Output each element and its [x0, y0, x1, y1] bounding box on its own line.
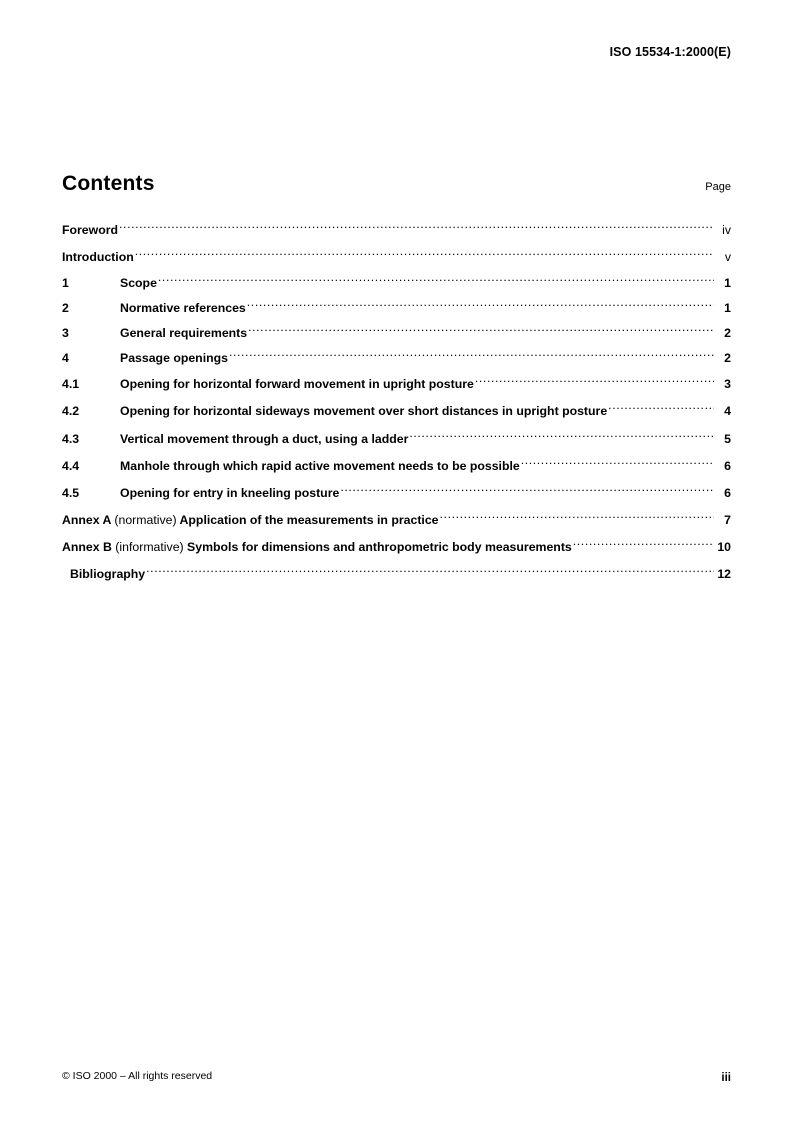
- toc-number: 2: [62, 300, 69, 315]
- toc-entry-4-1[interactable]: [62, 370, 731, 397]
- toc-label: Passage openings: [120, 350, 228, 365]
- toc-number: 4.5: [62, 485, 80, 500]
- toc-number: 4.1: [62, 377, 80, 392]
- toc-label: Foreword: [62, 222, 119, 237]
- toc-page-number: 10: [717, 540, 731, 555]
- toc-leader-dots: [340, 485, 714, 497]
- toc-leader-dots: [119, 222, 714, 234]
- toc-number: 3: [62, 325, 69, 340]
- toc-entry-general-requirements[interactable]: [62, 320, 731, 345]
- toc-label: Vertical movement through a duct, using a ladder: [120, 431, 409, 446]
- toc-label: Opening for horizontal forward movement in upright posture: [120, 377, 474, 392]
- toc-leader-dots: [573, 539, 714, 551]
- toc-leader-dots: [135, 249, 714, 261]
- toc-entry-annex-a[interactable]: [62, 506, 731, 533]
- toc-number: 1: [62, 275, 69, 290]
- toc-leader-dots: [475, 376, 714, 388]
- toc-number: 4.2: [62, 404, 80, 419]
- toc-number: 4.3: [62, 431, 80, 446]
- toc-leader-dots: [409, 430, 714, 442]
- toc-annex-kind: (informative): [115, 540, 184, 555]
- toc-label: Opening for horizontal sideways movement over short distances in upright posture: [120, 404, 608, 419]
- toc-annex-name: Annex A: [62, 513, 115, 528]
- toc-entry-normative-references[interactable]: [62, 295, 731, 320]
- toc-page-number: 4: [724, 404, 731, 419]
- toc-number: 4: [62, 350, 69, 365]
- toc-label: Opening for entry in kneeling posture: [120, 485, 340, 500]
- toc-page-number: 2: [724, 350, 731, 365]
- toc-label: General requirements: [120, 325, 248, 340]
- page-number-footer: iii: [721, 1072, 731, 1084]
- toc-leader-dots: [247, 300, 714, 312]
- toc-entry-passage-openings[interactable]: [62, 345, 731, 370]
- toc-leader-dots: [229, 350, 714, 362]
- toc-annex-kind: (normative): [114, 513, 177, 528]
- toc-label: Normative references: [120, 300, 246, 315]
- table-of-contents: [62, 216, 731, 588]
- toc-leader-dots: [248, 325, 714, 337]
- toc-entry-bibliography[interactable]: [62, 561, 731, 588]
- toc-page-number: 1: [724, 300, 731, 315]
- toc-entry-foreword[interactable]: [62, 216, 731, 243]
- page-title: Contents: [62, 172, 155, 195]
- toc-page-number: 3: [724, 377, 731, 392]
- toc-leader-dots: [608, 403, 714, 415]
- toc-entry-4-3[interactable]: [62, 425, 731, 452]
- toc-number: 4.4: [62, 458, 80, 473]
- toc-entry-introduction[interactable]: [62, 243, 731, 270]
- standard-reference-header: ISO 15534-1:2000(E): [609, 45, 731, 59]
- toc-label: [62, 540, 572, 555]
- toc-page-number: 1: [724, 275, 731, 290]
- toc-label: Scope: [120, 275, 157, 290]
- toc-annex-title: Symbols for dimensions and anthropometric body measurements: [183, 540, 572, 555]
- toc-page-number: iv: [722, 222, 731, 237]
- toc-leader-dots: [158, 275, 714, 287]
- toc-entry-4-5[interactable]: [62, 479, 731, 506]
- toc-entry-annex-b[interactable]: [62, 533, 731, 560]
- toc-leader-dots: [521, 457, 714, 469]
- toc-label: Bibliography: [70, 567, 146, 582]
- toc-page-number: v: [724, 249, 731, 264]
- toc-page-number: 12: [717, 567, 731, 582]
- toc-page-number: 6: [724, 485, 731, 500]
- toc-annex-name: Annex B: [62, 540, 116, 555]
- toc-label: Introduction: [62, 249, 134, 264]
- toc-entry-scope[interactable]: [62, 270, 731, 295]
- toc-page-number: 7: [724, 513, 731, 528]
- toc-page-number: 5: [724, 431, 731, 446]
- page-column-label: Page: [705, 181, 731, 193]
- toc-leader-dots: [146, 566, 714, 578]
- toc-page-number: 6: [724, 458, 731, 473]
- copyright-notice: © ISO 2000 – All rights reserved: [62, 1070, 213, 1082]
- toc-leader-dots: [440, 512, 714, 524]
- toc-entry-4-2[interactable]: [62, 398, 731, 425]
- toc-entry-4-4[interactable]: [62, 452, 731, 479]
- toc-page-number: 2: [724, 325, 731, 340]
- toc-label: [62, 513, 439, 528]
- toc-annex-title: Application of the measurements in practice: [176, 513, 439, 528]
- toc-label: Manhole through which rapid active movement needs to be possible: [120, 458, 520, 473]
